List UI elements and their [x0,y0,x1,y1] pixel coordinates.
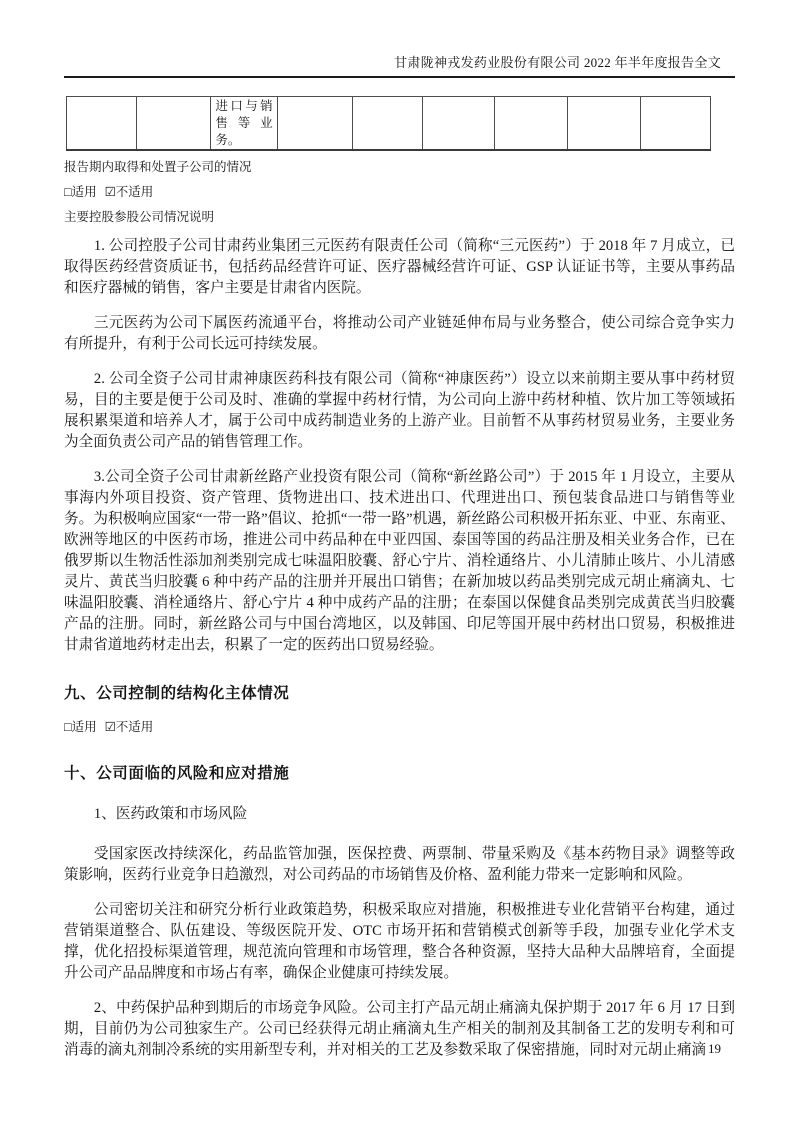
paragraph-policy-risk: 受国家医改持续深化，药品监管加强，医保控费、两票制、带量采购及《基本药物目录》调整等政策影响，医药行业竞争日趋激烈，对公司药品的市场销售及价格、盈利能力带来一定影响和风险。 [64,846,735,883]
table-cell [67,97,137,151]
table-row [67,97,711,151]
paragraph-subsidiary-shenkang: 2. 公司全资子公司甘肃神康医药科技有限公司（简称“神康医药”）设立以来前期主要从事中药材贸易，目的主要是便于公司及时、准确的掌握中药材行情，为公司向上游中药材种植、饮片加工等领域拓展积累渠道和培养人才，属于公司中成药制造业务的上游产业。目前暂不从事药材贸易业务，主要业务为全面负责公司产品的销售管理工作。 [64,371,735,450]
table-cell [137,97,211,151]
not-applicable-label: 不适用 [115,185,154,199]
table-cell [352,97,422,151]
page-number: 19 [708,1041,721,1056]
paragraph-protection-expiry-risk: 2、中药保护品种到期后的市场竞争风险。公司主打产品元胡止痛滴丸保护期于 2017 年 6 月 17 日到期，目前仍为公司独家生产。公司已经获得元胡止痛滴丸生产相关的制剂及其制备工艺的发明专利和可消毒的滴丸剂制冷系统的实用新型专利，并对相关的工艺及参数采取了保密措施，同时对元胡止痛滴 [64,1000,735,1058]
checkbox-unchecked-icon: □ [64,185,72,199]
applicability-line [64,720,735,734]
applicable-label: 适用 [71,720,97,734]
applicable-label: 适用 [71,185,97,199]
risk-subheading-policy: 1、医药政策和市场风险 [93,806,248,822]
table-cell [640,97,710,151]
checkbox-checked-icon: ☑ [104,185,116,199]
section-10-heading: 十、公司面临的风险和应对措施 [64,765,290,782]
paragraph-subsidiary-sanyuan: 1. 公司控股子公司甘肃药业集团三元医药有限责任公司（简称“三元医药”）于 2018 年 7 月成立，已取得医药经营资质证书，包括药品经营许可证、医疗器械经营许可证、GSP 认证证书等，主要从事药品和医疗器械的销售，客户主要是甘肃省内医院。 [64,238,735,296]
header-rule [64,76,735,78]
section-9-heading: 九、公司控制的结构化主体情况 [64,685,290,702]
not-applicable-label: 不适用 [115,720,154,734]
holding-companies-note: 主要控股参股公司情况说明 [64,210,215,224]
header-title: 甘肃陇神戎发药业股份有限公司 2022 年半年度报告全文 [394,55,721,70]
paragraph-sanyuan-platform: 三元医药为公司下属医药流通平台，将推动公司产业链延伸布局与业务整合，使公司综合竞争实力有所提升，有利于公司长远可持续发展。 [64,315,735,352]
table-cell [277,97,352,151]
paragraph-subsidiary-silkroad: 3.公司全资子公司甘肃新丝路产业投资有限公司（简称“新丝路公司”）于 2015 年 1 月设立，主要从事海内外项目投资、资产管理、货物进出口、技术进出口、代理进出口、预包装食品进口与销售等业务。为积极响应国家“一带一路”倡议、抢抓“一带一路”机遇，新丝路公司积极开拓东亚、中亚、东南亚、欧洲等地区的中医药市场，推进公司中药品种在中亚四国、泰国等国的药品注册及相关业务合作，已在俄罗斯以生物活性添加剂类别完成七味温阳胶囊、舒心宁片、消栓通络片、小儿清肺止咳片、小儿清感灵片、黄芪当归胶囊 6 种中药产品的注册并开展出口销售；在新加坡以药品类别完成元胡止痛滴丸、七味温阳胶囊、消栓通络片、舒心宁片 4 种中成药产品的注册；在泰国以保健食品类别完成黄芪当归胶囊产品的注册。同时，新丝路公司与中国台湾地区，以及韩国、印尼等国开展中药材出口贸易，积极推进甘肃省道地药材走出去，积累了一定的医药出口贸易经验。 [64,469,735,653]
checkbox-checked-icon: ☑ [104,720,116,734]
subsidiary-table-fragment [66,96,711,151]
table-cell [568,97,640,151]
checkbox-unchecked-icon: □ [64,720,72,734]
paragraph-policy-response: 公司密切关注和研究分析行业政策趋势，积极采取应对措施，积极推进专业化营销平台构建，通过营销渠道整合、队伍建设、等级医院开发、OTC 市场开拓和营销模式创新等手段，加强专业化学术支撑，优化招投标渠道管理，规范流向管理和市场管理，整合各种资源，坚持大品种大品牌培育，全面提升公司产品品牌度和市场占有率，确保企业健康可持续发展。 [64,902,735,981]
applicability-line [64,185,735,199]
table-cell [423,97,495,151]
subsidiary-acquisition-line: 报告期内取得和处置子公司的情况 [64,160,252,174]
table-cell [495,97,568,151]
table-cell-business-scope: 进口与销售等业务。 [211,97,277,151]
